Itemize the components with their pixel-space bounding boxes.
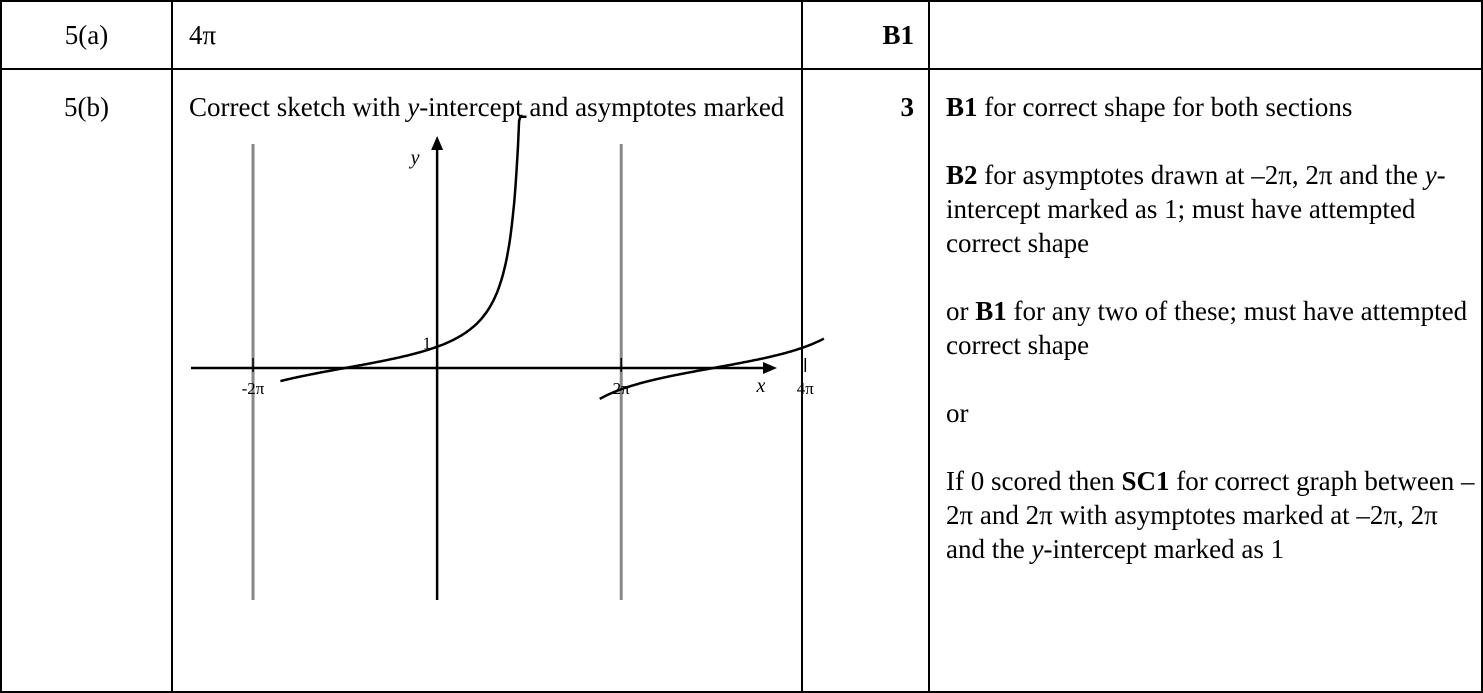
x-axis-label: x [756,375,766,397]
guidance-cell [929,1,1482,69]
guidance-b1: B1 for correct shape for both sections [946,92,1353,122]
marks-cell: B1 [802,1,929,69]
guidance-sc1: If 0 scored then SC1 for correct graph between –2π and 2π with asymptotes marked at –2π, 2π and the y-intercept marked as 1 [946,466,1475,564]
question-number: 5(b) [1,69,172,692]
x-tick-label: -2π [241,379,265,398]
guidance-or: or [946,398,969,428]
y-axis-label: y [410,147,420,169]
row-5b [1,69,1482,692]
guidance-or-b1: or B1 for any two of these; must have attempted correct shape [946,296,1468,360]
answer-cell [172,69,814,692]
x-tick-label: 2π [612,379,630,398]
answer-cell: 4π [172,1,802,69]
x-tick-label: 4π [796,379,814,398]
tangent-sketch [189,136,814,606]
y-intercept-label: 1 [422,333,432,353]
guidance-b2: B2 for asymptotes drawn at –2π, 2π and the y-intercept marked as 1; must have attempted correct shape [946,160,1446,258]
marks-cell: 3 [802,69,929,692]
answer-text: Correct sketch with y-intercept and asymptotes marked [189,92,785,122]
x-axis-arrow [763,362,777,374]
y-axis-arrow [431,136,443,150]
guidance-cell [929,69,1482,692]
row-5a [1,1,1482,69]
question-number: 5(a) [1,1,172,69]
curve-branch-left [280,117,526,381]
